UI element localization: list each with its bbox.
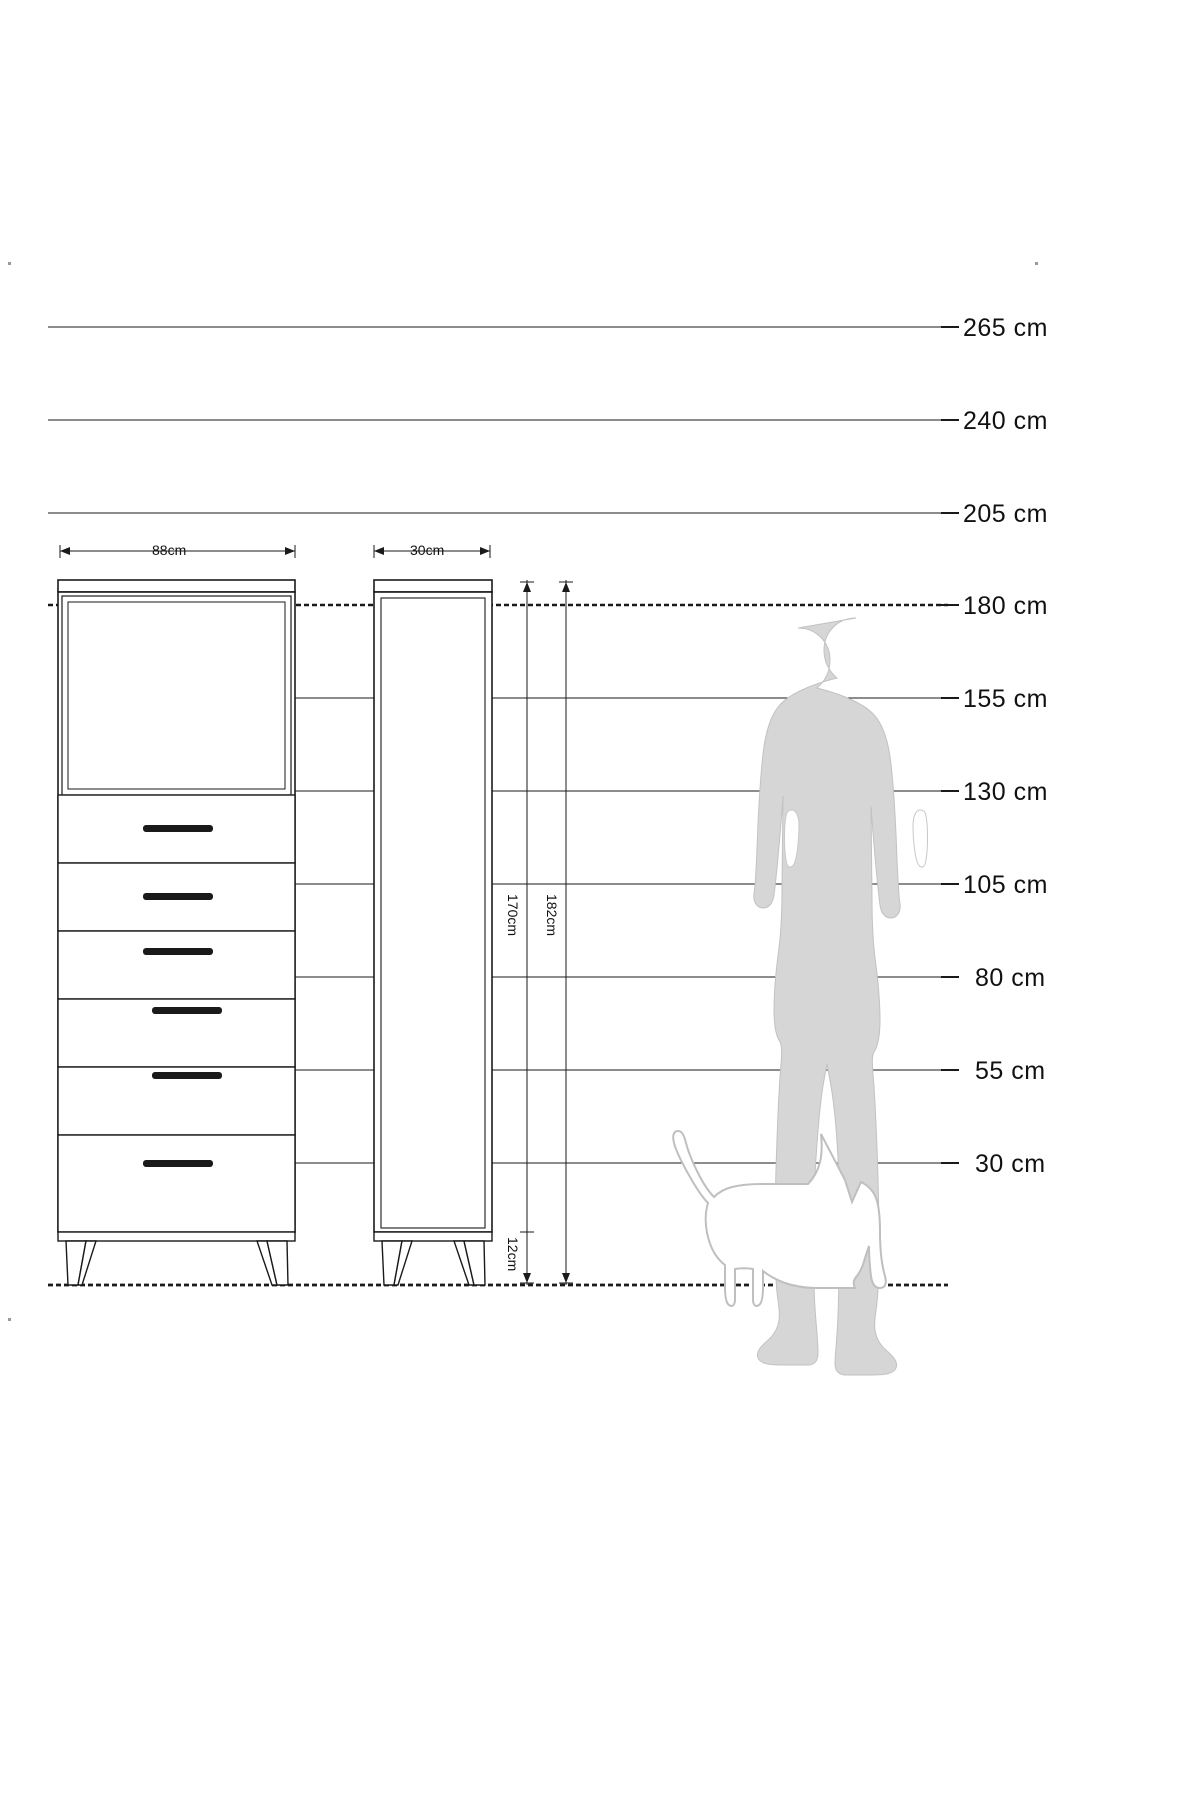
- cabinet-left-display-glass: [68, 602, 285, 789]
- scale-label-80: 80 cm: [975, 964, 1046, 992]
- height-dim-170: [520, 580, 534, 1285]
- cabinet-left[interactable]: [58, 580, 295, 1285]
- scale-label-240: 240 cm: [963, 407, 1048, 435]
- drawer-handle-6: [143, 1160, 213, 1167]
- drawer-handle-4: [152, 1007, 222, 1014]
- person-arm-right-gap: [913, 810, 928, 867]
- width-label-30: 30cm: [410, 542, 445, 558]
- scale-label-55: 55 cm: [975, 1057, 1046, 1085]
- drawer-6[interactable]: [58, 1135, 295, 1232]
- height-label-170: 170cm: [505, 894, 521, 937]
- cabinet-right-door[interactable]: [381, 598, 485, 1228]
- height-label-12: 12cm: [505, 1237, 521, 1272]
- drawer-handle-2: [143, 893, 213, 900]
- cabinet-left-top-cap: [58, 580, 295, 592]
- scale-label-155: 155 cm: [963, 685, 1048, 713]
- corner-mark-bottom-left: [8, 1318, 11, 1321]
- corner-mark-top-left: [8, 262, 11, 265]
- cabinet-right-top-cap: [374, 580, 492, 592]
- cabinet-left-legs: [66, 1241, 288, 1285]
- drawer-handle-1: [143, 825, 213, 832]
- scale-label-30: 30 cm: [975, 1150, 1046, 1178]
- height-label-182: 182cm: [544, 894, 560, 937]
- drawer-handle-3: [143, 948, 213, 955]
- width-label-88: 88cm: [152, 542, 187, 558]
- drawer-3[interactable]: [58, 931, 295, 999]
- cabinet-right[interactable]: [374, 580, 492, 1285]
- cabinet-left-base-rail: [58, 1232, 295, 1241]
- height-dim-182: [559, 580, 573, 1285]
- cabinet-right-legs: [382, 1241, 485, 1285]
- scale-label-180: 180 cm: [963, 592, 1048, 620]
- cabinet-right-base-rail: [374, 1232, 492, 1241]
- drawer-handle-5: [152, 1072, 222, 1079]
- height-dim-12: [520, 1232, 534, 1285]
- scale-label-265: 265 cm: [963, 314, 1048, 342]
- scale-label-105: 105 cm: [963, 871, 1048, 899]
- corner-mark-top-right: [1035, 262, 1038, 265]
- scale-label-130: 130 cm: [963, 778, 1048, 806]
- scale-label-205: 205 cm: [963, 500, 1048, 528]
